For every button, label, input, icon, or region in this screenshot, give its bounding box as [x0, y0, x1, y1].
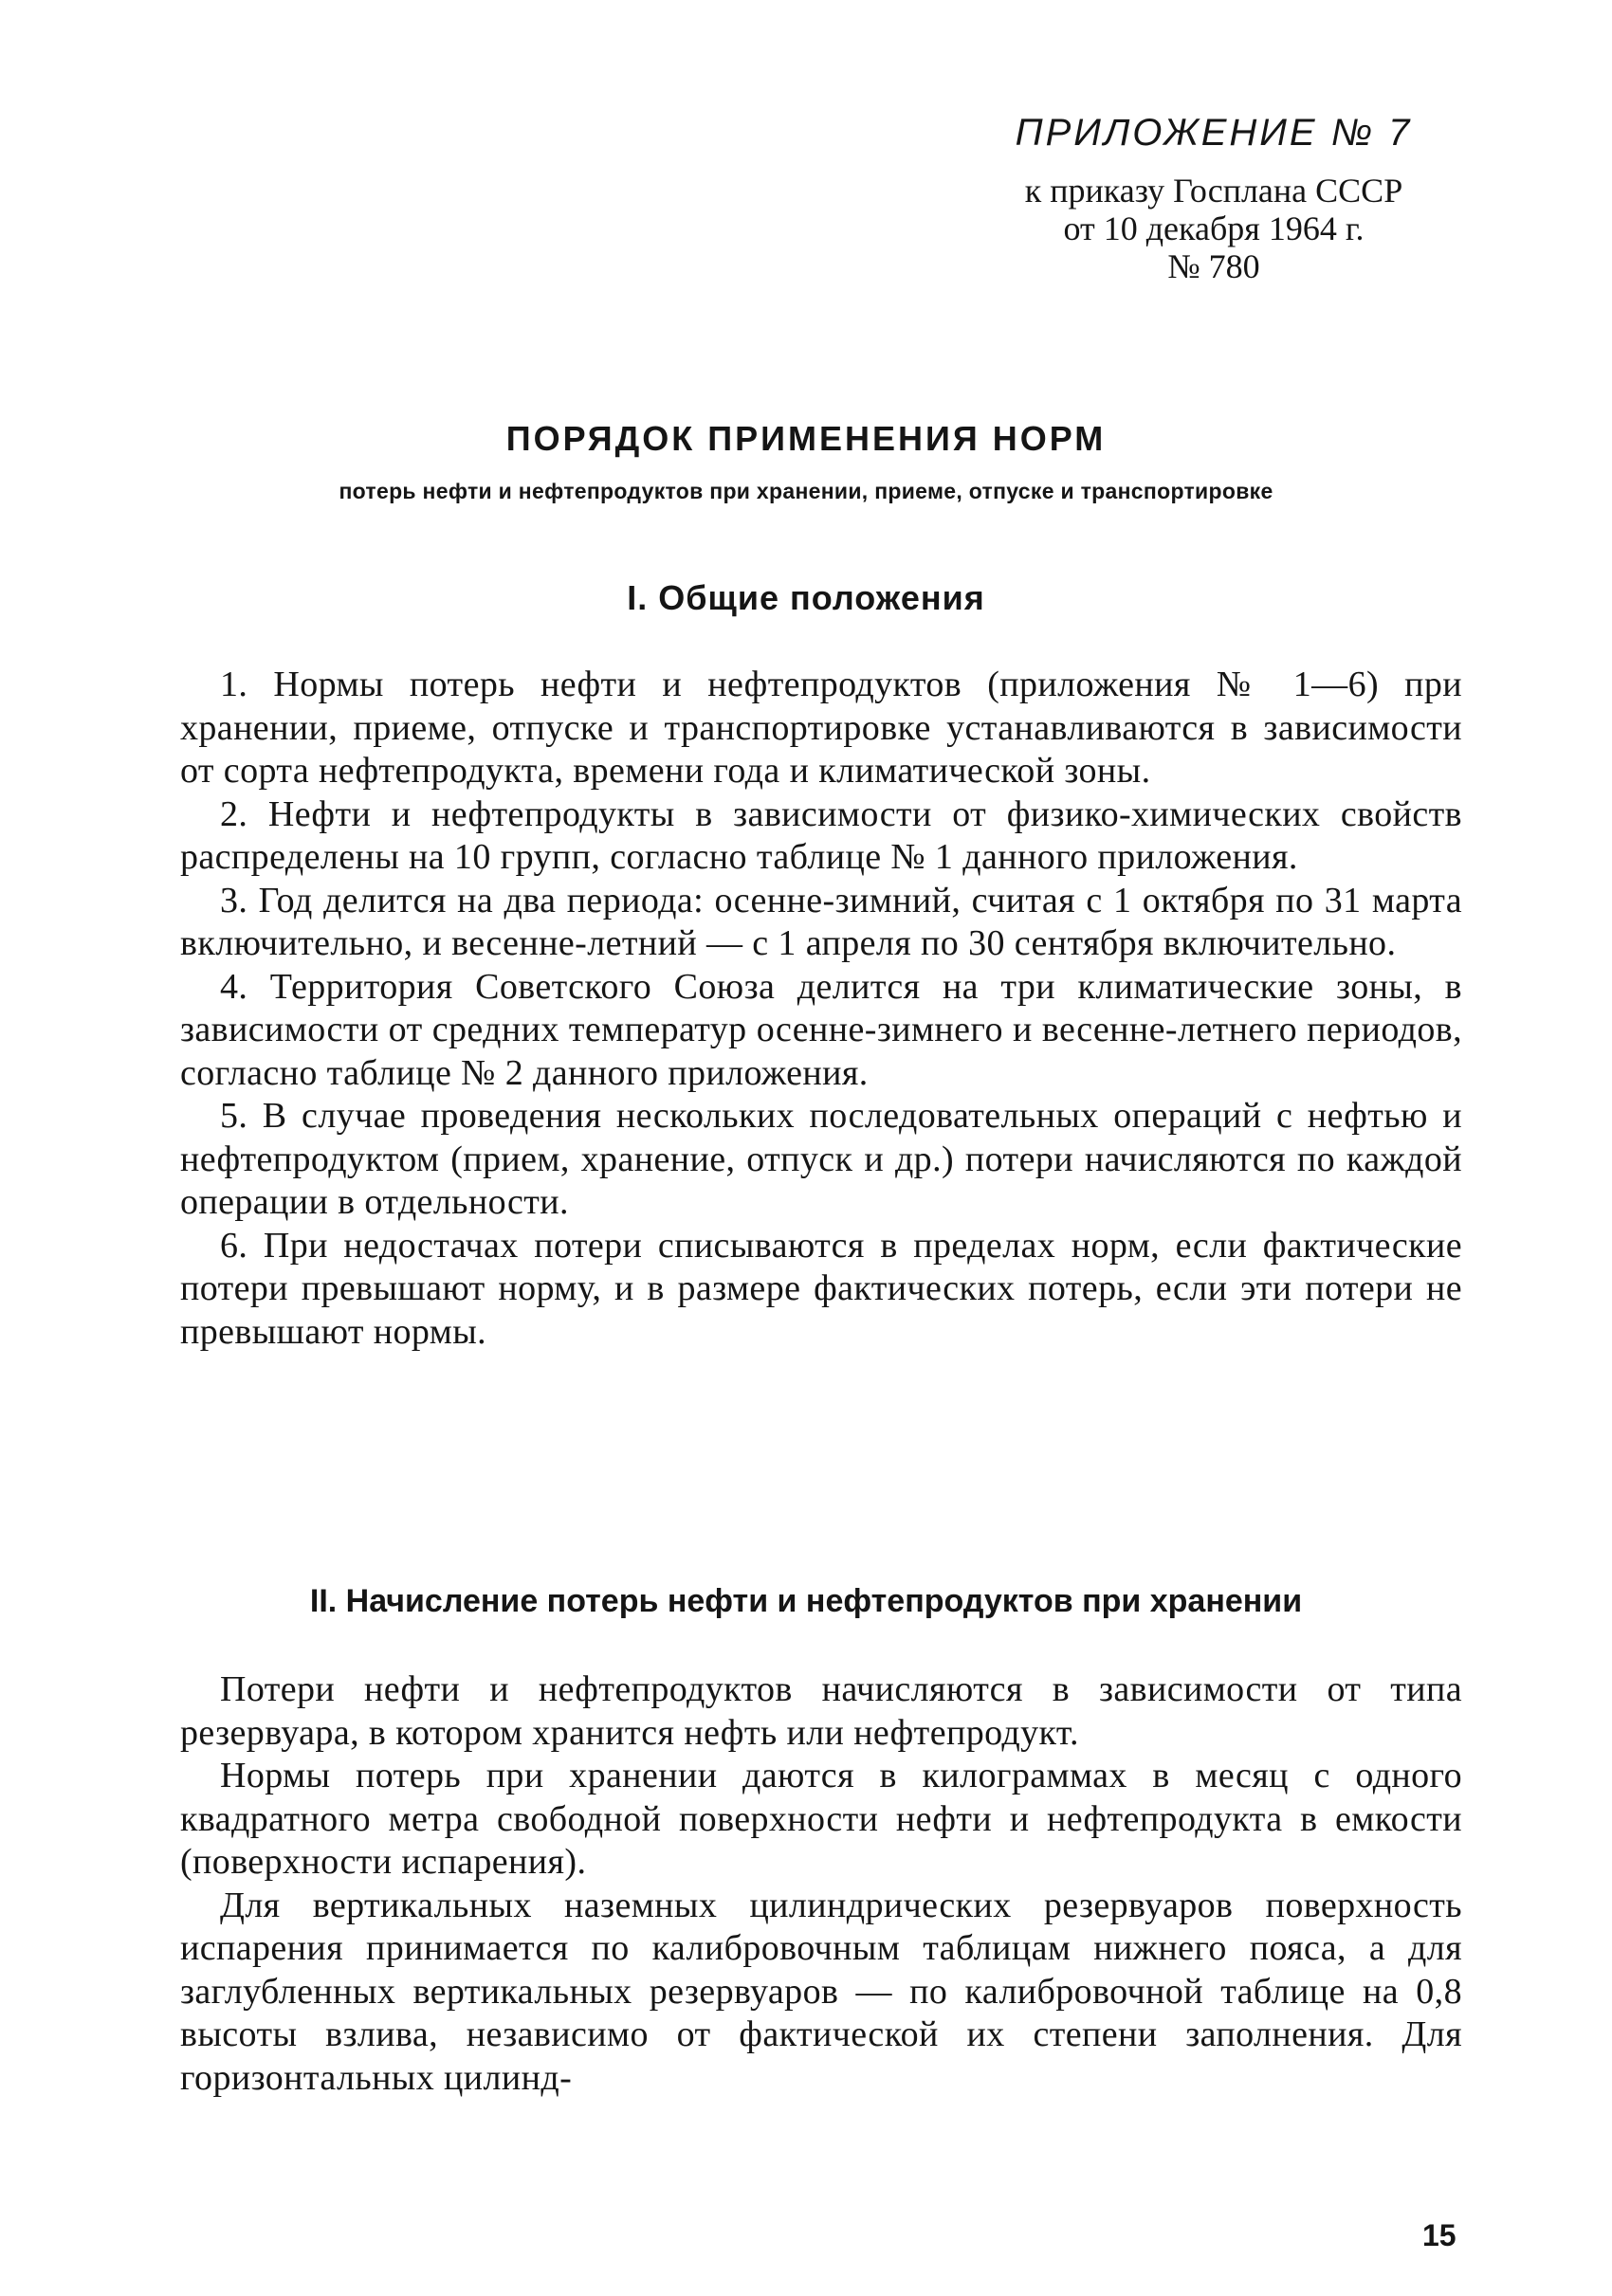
appendix-title: ПРИЛОЖЕНИЕ № 7	[1015, 112, 1413, 154]
document-subtitle: потерь нефти и нефтепродуктов при хранении, приеме, отпуске и транспортировке	[339, 479, 1273, 503]
appendix-header	[986, 112, 1441, 285]
section-1-body	[180, 664, 1462, 1354]
appendix-order-line: к приказу Госплана СССР	[1024, 172, 1403, 210]
appendix-date-line: от 10 декабря 1964 г.	[1063, 210, 1365, 247]
paragraph: Для вертикальных наземных цилиндрических резервуаров поверхность испарения принимается по калибровочным таблицам нижнего пояса, а для заглубленных вертикальных резервуаров — по калибровочной таблице на 0,8 высоты взлива, независимо от фактической их степени заполнения. Для горизонтальных цилинд-	[180, 1885, 1462, 2098]
paragraph: Нормы потерь при хранении даются в килограммах в месяц с одного квадратного метра свободной поверхности нефти и нефтепродукта в емкости (поверхности испарения).	[180, 1756, 1462, 1882]
paragraph: 4. Территория Советского Союза делится на три климатические зоны, в зависимости от средних температур осенне-зимнего и весенне-летнего периодов, согласно таблице № 2 данного приложения.	[180, 966, 1462, 1093]
paragraph: 2. Нефти и нефтепродукты в зависимости от физико-химических свойств распределены на 10 групп, согласно таблице № 1 данного приложения.	[180, 793, 1462, 877]
paragraph: 5. В случае проведения нескольких последовательных операций с нефтью и нефтепродуктом (прием, хранение, отпуск и др.) потери начисляются по каждой операции в отдельности.	[180, 1096, 1462, 1222]
section-1-heading: I. Общие положения	[627, 578, 985, 617]
document-title: ПОРЯДОК ПРИМЕНЕНИЯ НОРМ	[505, 419, 1107, 458]
paragraph: 1. Нормы потерь нефти и нефтепродуктов (приложения № 1—6) при хранении, приеме, отпуске и транспортировке устанавливаются в зависимости от сорта нефтепродукта, времени года и климатической зоны.	[180, 665, 1462, 791]
page-number: 15	[1422, 2218, 1456, 2252]
appendix-number-line: № 780	[1167, 247, 1260, 285]
section-2-body	[180, 1668, 1462, 2100]
section-2-heading: II. Начисление потерь нефти и нефтепродуктов при хранении	[309, 1583, 1303, 1619]
paragraph: 6. При недостачах потери списываются в пределах норм, если фактические потери превышают норму, и в размере фактических потерь, если эти потери не превышают нормы.	[180, 1225, 1462, 1352]
paragraph: Потери нефти и нефтепродуктов начисляются в зависимости от типа резервуара, в котором хранится нефть или нефтепродукт.	[180, 1669, 1462, 1753]
paragraph: 3. Год делится на два периода: осенне-зимний, считая с 1 октября по 31 марта включительно, и весенне-летний — с 1 апреля по 30 сентября включительно.	[180, 880, 1462, 963]
